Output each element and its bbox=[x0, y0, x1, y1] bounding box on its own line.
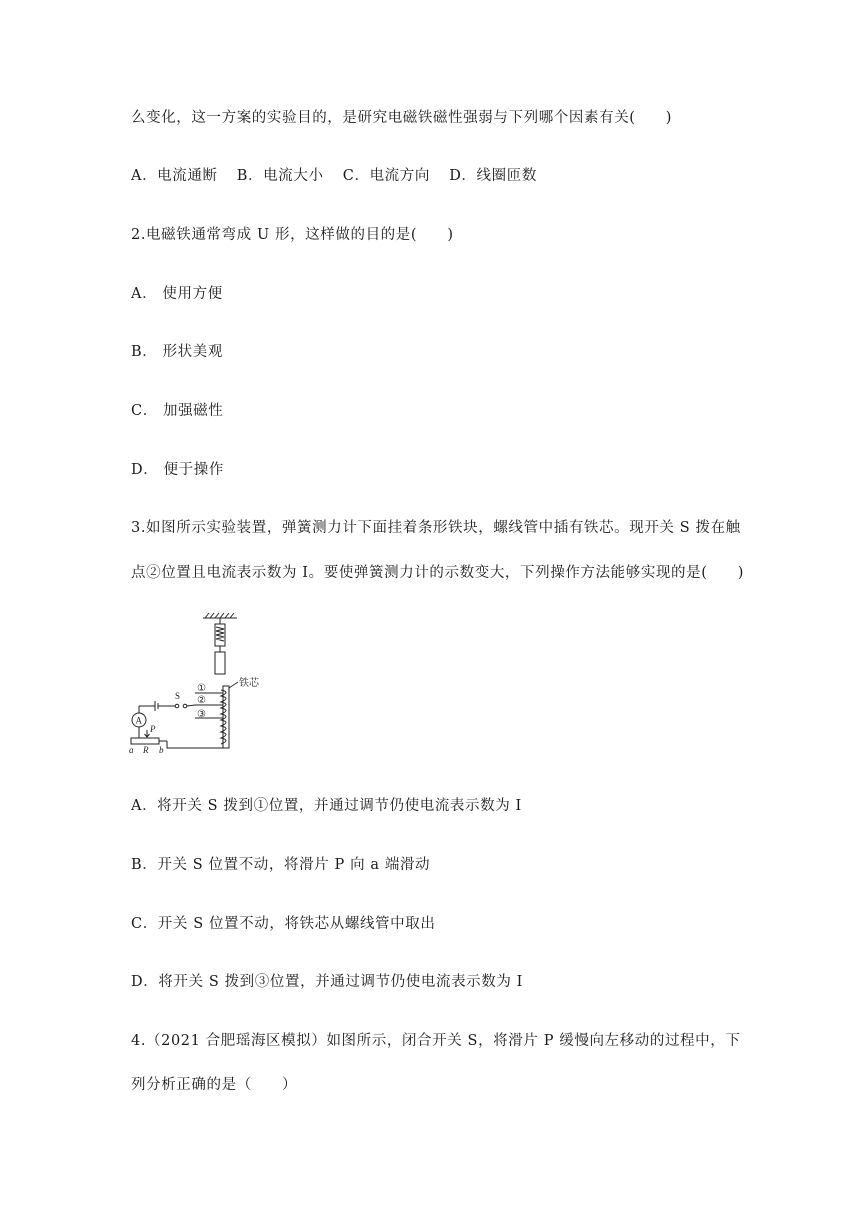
q1-option-b: B．电流大小 bbox=[236, 168, 324, 184]
q2-option-d: D． 便于操作 bbox=[131, 462, 224, 478]
q4-stem-line1: 4.（2021 合肥瑶海区模拟）如图所示，闭合开关 S，将滑片 P 缓慢向左移动的过程中，下 bbox=[131, 1033, 741, 1049]
q1-stem-continuation: 么变化，这一方案的实验目的，是研究电磁铁磁性强弱与下列哪个因素有关( ) bbox=[131, 110, 673, 126]
q1-option-d: D．线圈匝数 bbox=[449, 168, 537, 184]
contact-1: ① bbox=[197, 683, 206, 694]
iron-block bbox=[215, 652, 225, 674]
q2-stem: 2.电磁铁通常弯成 U 形，这样做的目的是( ) bbox=[131, 227, 454, 243]
q1-option-c: C．电流方向 bbox=[342, 168, 430, 184]
switch-contacts bbox=[197, 683, 206, 720]
ceiling-support bbox=[203, 613, 237, 618]
q2-option-a: A． 使用方便 bbox=[131, 286, 223, 302]
electromagnet-circuit-figure bbox=[125, 610, 275, 760]
q1-option-a: A．电流通断 bbox=[131, 168, 218, 184]
q4-stem-line2: 列分析正确的是（ ） bbox=[131, 1077, 298, 1093]
rheostat-label-r: R bbox=[143, 745, 149, 755]
q3-stem-line1: 3.如图所示实验装置，弹簧测力计下面挂着条形铁块，螺线管中插有铁芯。现开关 S 拨在触 bbox=[131, 520, 741, 536]
contact-3: ③ bbox=[197, 709, 206, 720]
iron-core-label: 铁芯 bbox=[239, 678, 259, 689]
q1-options bbox=[131, 164, 551, 185]
q3-option-c: C．开关 S 位置不动，将铁芯从螺线管中取出 bbox=[131, 916, 436, 932]
ammeter-label: A bbox=[135, 715, 142, 726]
switch-label: S bbox=[175, 691, 181, 701]
slider-arrow bbox=[145, 730, 150, 737]
solenoid bbox=[221, 686, 229, 748]
q3-option-b: B．开关 S 位置不动，将滑片 P 向 a 端滑动 bbox=[131, 857, 431, 873]
q3-option-d: D．将开关 S 拨到③位置，并通过调节仍使电流表示数为 I bbox=[131, 974, 524, 990]
q3-option-a: A．将开关 S 拨到①位置，并通过调节仍使电流表示数为 I bbox=[131, 798, 522, 814]
slider-label: P bbox=[150, 724, 156, 734]
spring-balance bbox=[215, 618, 225, 652]
rheostat bbox=[131, 738, 159, 744]
return-wire bbox=[167, 741, 223, 748]
q2-option-b: B． 形状美观 bbox=[131, 344, 223, 360]
q2-option-c: C． 加强磁性 bbox=[131, 403, 224, 419]
rheostat-end-a: a bbox=[129, 745, 134, 755]
rheostat-end-b: b bbox=[159, 745, 164, 755]
battery-switch-wire bbox=[139, 701, 195, 713]
q3-stem-line2: 点②位置且电流表示数为 I。要使弹簧测力计的示数变大，下列操作方法能够实现的是( ) bbox=[131, 565, 744, 581]
contact-2: ② bbox=[197, 695, 206, 706]
